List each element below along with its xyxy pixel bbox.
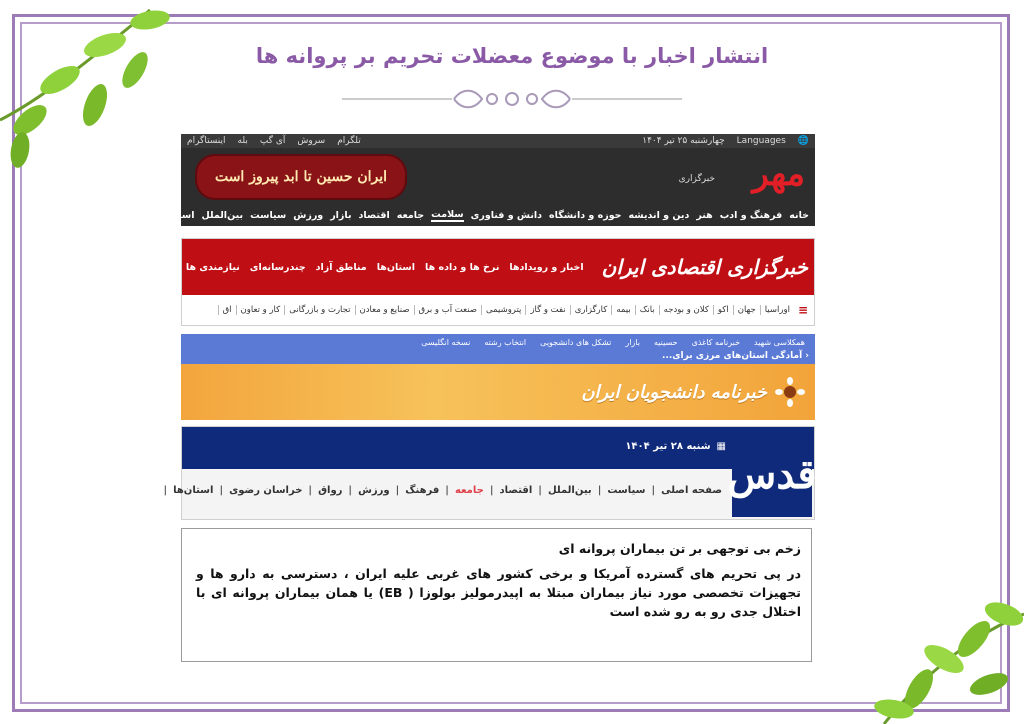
title-ornament xyxy=(342,86,682,112)
languages-link[interactable]: Languages xyxy=(736,136,786,146)
eghtesad-nav-item[interactable]: مناطق آزاد xyxy=(315,261,367,273)
eghtesad-subnav-item[interactable]: کار و تعاون xyxy=(236,305,281,315)
eghtesad-subnav-item[interactable]: اوراسیا xyxy=(760,305,790,315)
daneshjoo-link[interactable]: همکلاسی شهید xyxy=(754,338,805,347)
mehr-topbar xyxy=(181,134,815,148)
mehr-nav-item[interactable]: دانش و فناوری xyxy=(470,209,543,221)
article-title: زخم بی توجهی بر تن بیماران پروانه ای xyxy=(558,541,801,556)
eghtesad-nav-item[interactable]: استان‌ها xyxy=(376,261,415,273)
eghtesad-subnav-item[interactable]: صنعت آب و برق xyxy=(414,305,477,315)
eghtesad-news-header xyxy=(181,238,815,326)
mehr-nav-item[interactable]: سیاست xyxy=(250,209,287,221)
mehr-nav-item[interactable]: استان‌ها xyxy=(156,209,195,221)
ghods-nav-item[interactable]: صفحه اصلی xyxy=(661,485,722,496)
eghtesad-subnav-item[interactable]: اق xyxy=(218,305,232,315)
daneshjoo-link[interactable]: حسینیه xyxy=(653,338,678,347)
eghtesad-subnav-item[interactable]: کلان و بودجه xyxy=(659,305,709,315)
eghtesad-subnav-item[interactable]: کارگزاری xyxy=(570,305,608,315)
mehr-nav-item[interactable]: خانه xyxy=(789,209,809,221)
ghods-nav-item[interactable]: رواق xyxy=(318,485,343,496)
mehr-date: چهارشنبه ۲۵ تیر ۱۴۰۴ xyxy=(642,136,725,146)
daneshjoo-link[interactable]: بازار xyxy=(625,338,640,347)
eghtesad-nav-item[interactable]: چندرسانه‌ای xyxy=(249,261,306,273)
mehr-banner[interactable]: ایران حسین تا ابد پیروز است xyxy=(195,154,407,200)
article-body: در پی تحریم های گسترده آمریکا و برخی کشور های غربی علیه ایران ، دسترسی به دارو ها و تجهیزات تخصصی مورد نیاز بیماران مبتلا به اپیدرمولیز بولوزا ( EB) یا همان بیماران پروانه ای با اختلال جدی رو به رو شده است xyxy=(196,566,801,619)
ghods-news-header xyxy=(163,426,817,520)
daneshjoo-link[interactable]: نسخه انگلیسی xyxy=(421,338,471,347)
daneshjoo-link[interactable]: خبرنامه کاغذی xyxy=(691,338,741,347)
eghtesad-subnav-item[interactable]: اکو xyxy=(713,305,729,315)
social-igap[interactable]: آی گپ xyxy=(259,136,286,146)
ghods-logo[interactable]: قدس xyxy=(732,431,812,517)
eghtesad-subnav-item[interactable]: بانک xyxy=(635,305,655,315)
leaf-decoration-bottom-right xyxy=(824,574,1024,724)
ghods-nav-item[interactable]: بین‌الملل xyxy=(547,485,592,496)
ghods-date xyxy=(625,441,726,452)
mehr-nav-item-active[interactable]: سلامت xyxy=(431,208,464,220)
eghtesad-logo[interactable]: خبرگزاری اقتصادی ایران xyxy=(601,255,808,279)
daneshjoo-emblem-icon xyxy=(775,377,805,407)
daneshjoo-link[interactable]: انتخاب رشته xyxy=(484,338,527,347)
social-instagram[interactable]: اینستاگرام xyxy=(187,136,226,146)
social-soroush[interactable]: سروش xyxy=(297,136,326,146)
eghtesad-subnav-item[interactable]: صنایع و معادن xyxy=(355,305,410,315)
eghtesad-subnav-item[interactable]: نفت و گاز xyxy=(525,305,565,315)
daneshjoo-link[interactable]: تشکل های دانشجویی xyxy=(540,338,612,347)
ghods-nav: صفحه اصلی | سیاست | بین‌الملل | اقتصاد | جامعه | فرهنگ | ورزش | رواق | خراسان رضوی | استان‌ها | xyxy=(163,485,722,496)
eghtesad-nav-item[interactable]: اخبار و رویدادها xyxy=(509,261,584,273)
eghtesad-nav-item[interactable]: نرخ ها و داده ها xyxy=(425,261,500,273)
eghtesad-subnav-item[interactable]: تجارت و بازرگانی xyxy=(284,305,350,315)
ghods-nav-item-active[interactable]: جامعه xyxy=(454,485,484,496)
mehr-agency-label: خبرگزاری xyxy=(678,174,715,184)
ghods-nav-item[interactable]: استان‌ها xyxy=(173,485,214,496)
mehr-nav xyxy=(156,204,815,226)
mehr-nav-item[interactable]: فرهنگ و ادب xyxy=(719,209,783,221)
eghtesad-nav xyxy=(186,262,584,273)
globe-icon[interactable]: 🌐 xyxy=(797,136,809,146)
mehr-logo-mark[interactable]: مهر xyxy=(752,154,805,194)
mehr-nav-item[interactable]: ورزش xyxy=(293,209,324,221)
ghods-nav-item[interactable]: ورزش xyxy=(358,485,390,496)
eghtesad-subnav xyxy=(182,295,814,325)
leaf-decoration-top-left xyxy=(0,0,190,170)
social-bale[interactable]: بله xyxy=(237,136,248,146)
daneshjoo-news-header xyxy=(181,334,815,420)
mehr-nav-item[interactable]: اقتصاد xyxy=(358,209,390,221)
eghtesad-subnav-item[interactable]: بیمه xyxy=(611,305,630,315)
ghods-nav-item[interactable]: خراسان رضوی xyxy=(229,485,303,496)
mehr-nav-item[interactable]: هنر xyxy=(696,209,713,221)
daneshjoo-links xyxy=(191,338,805,347)
mehr-news-header xyxy=(156,134,815,226)
ghods-nav-item[interactable]: اقتصاد xyxy=(499,485,533,496)
mehr-nav-item[interactable]: حوزه و دانشگاه xyxy=(549,209,622,221)
ghods-date-text: شنبه ۲۸ تیر ۱۴۰۴ xyxy=(625,441,711,452)
ticker-text[interactable]: آمادگی استان‌های مرزی برای... xyxy=(662,351,803,361)
ghods-nav-item[interactable]: فرهنگ xyxy=(405,485,440,496)
daneshjoo-logo[interactable]: خبرنامه دانشجویان ایران xyxy=(581,381,767,403)
hamburger-menu-icon[interactable]: ≡ xyxy=(797,303,808,317)
mehr-nav-item[interactable]: جامعه xyxy=(396,209,425,221)
daneshjoo-ticker[interactable]: ‹ آمادگی استان‌های مرزی برای... xyxy=(662,351,809,361)
mehr-nav-item[interactable]: دین و اندیشه xyxy=(628,209,690,221)
calendar-icon: ▦ xyxy=(716,441,726,452)
eghtesad-subnav-item[interactable]: جهان xyxy=(733,305,756,315)
mehr-nav-item[interactable]: بازار xyxy=(330,209,352,221)
ghods-nav-item[interactable]: سیاست xyxy=(607,485,646,496)
slide-title: انتشار اخبار با موضوع معضلات تحریم بر پروانه ها xyxy=(255,44,769,68)
social-telegram[interactable]: تلگرام xyxy=(337,136,361,146)
eghtesad-nav-item[interactable]: نیازمندی ها xyxy=(185,261,240,273)
mehr-nav-item[interactable]: بین‌الملل xyxy=(201,209,244,221)
article-box xyxy=(181,528,812,662)
eghtesad-subnav-item[interactable]: پتروشیمی xyxy=(481,305,521,315)
